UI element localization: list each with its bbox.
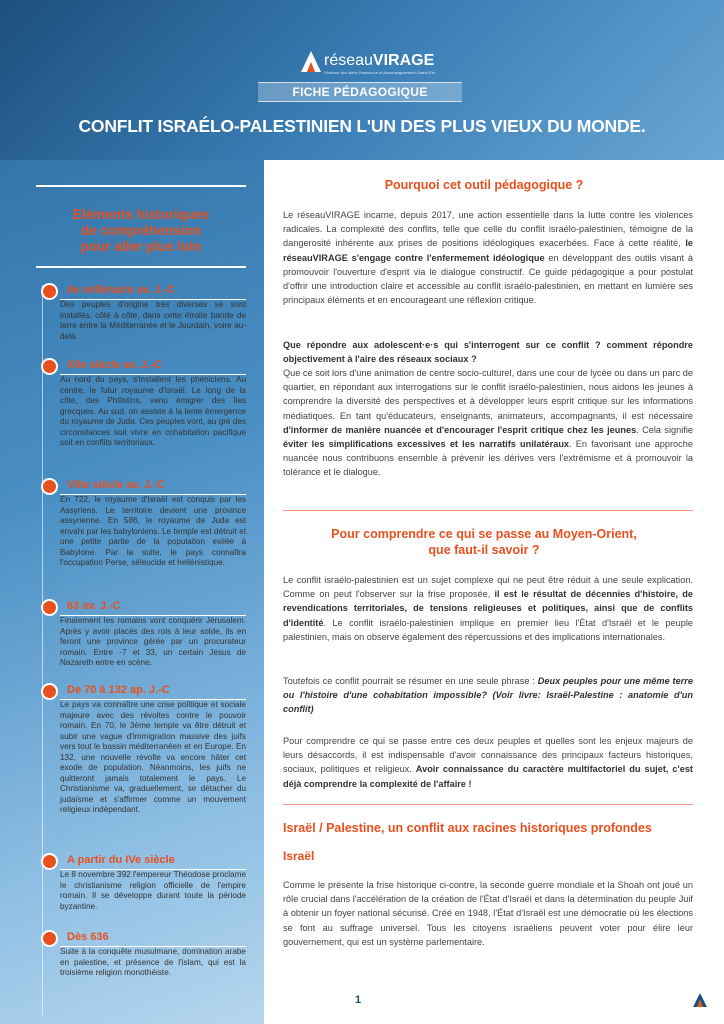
timeline-date: De 70 à 132 ap. J.-C [67,684,170,696]
timeline-text: En 722, le royaume d'Israël est conquis par les Assyriens. Le territoire devient une province assyrienne. En 586, le royaume de Juda est envahi par les babyloniens. Le temple est détruit et une petite partie de la population exilée à Babylone. Par la suite, le pays connaîtra l'occupation Perse, séleucide et hellénistique. [60,495,246,567]
timeline-sidebar [36,185,248,1024]
paragraph: Comme le présente la frise historique ci-contre, la seconde guerre mondiale et la Shoah ont joué un rôle crucial dans l'accélération de la création de l'État d'Israël et dans la détermination du peuple Juif à obtenir un foyer national sécurisé. Créé en 1948, l'État d'Israël est une démocratie où les élections se font au suffrage universel. Tous les citoyens israéliens peuvent voter pour élire leur gouvernement, qui est un système parlementaire. [283,880,693,947]
paragraph: Toutefois ce conflit pourrait se résumer en une seule phrase : Deux peuples pour une même terre ou l'histoire d'une cohabitation impossible? (Voir livre: Israël-Palestine : anatomie d'un conflit) [283,676,693,715]
page-number: 1 [355,994,362,1006]
paragraph: Que ce soit lors d'une animation de centre socio-culturel, dans une cour de lycée ou dans un parc de quartier, en répondant aux interrogations sur le conflit israélo-palestinien, nous aidons les jeunes à comprendre la diversité des perspectives et à développer leurs esprit critique sur les informations médiatiques. En tant qu'éducateurs, enseignants, animateurs, accompagnants, il est nécessaire d'informer de manière nuancée et d'encourager l'esprit critique chez les jeunes. Cela signifie éviter les simplifications excessives et les narratifs unilatéraux. En favorisant une approche nuancée nous contribuons ensemble à prévenir les dérives vers l'extrémisme et à promouvoir la tolérance et le dialogue. [283,368,693,478]
section-title: Pour comprendre ce qui se passe au Moyen-Orient, que faut-il savoir ? [331,527,637,557]
logo-text: réseauVIRAGE [324,52,435,69]
timeline-date: VIIIe siècle av. J.-C [67,479,165,491]
virage-logo-icon [692,992,708,1008]
timeline-dot [41,478,58,495]
divider [283,510,693,511]
section-title: Pourquoi cet outil pédagogique ? [384,178,584,192]
paragraph: Le réseauVIRAGE incarne, depuis 2017, une action essentielle dans la lutte contre les violences radicales. La complexité des conflits, telle que celle du conflit israélo-palestinien, témoigne de la dangerosité inhérente aux prises de positions idéologiques exacerbées. Face à cette réalité, le réseauVIRAGE s'engage contre l'enfermement idéologique en développant des outils visant à promouvoir l'ouverture d'esprit via le dialogue constructif. Ce guide pédagogique a pour postulat d'offrir une introduction claire et accessible au conflit israélo-palestinien, en mettant en lumière ses principaux éléments et en encourageant une réflexion critique. [283,210,693,306]
fiche-band [258,82,462,102]
timeline-date: Dès 636 [67,931,109,943]
section-title: Israël / Palestine, un conflit aux racines historiques profondes [283,821,652,835]
timeline-dot [41,853,58,870]
header-banner [0,0,724,160]
timeline-line [42,285,43,1015]
page-title: CONFLIT ISRAÉLO-PALESTINIEN L'UN DES PLUS VIEUX DU MONDE. [78,116,646,136]
timeline-text: Au nord du pays, s'installent les phéniciens. Au centre, le futur royaume d'Israël. Le long de la côte, des Philistins, venu émigrer des îles grecques. Au sud, on assiste à la lente émergence du royaume de Juda. Ces peuples vont, au gré des circonstances soit vivre en cohabitation pacifique soit en conflits territoriaux. [60,375,246,447]
timeline-date: 63 av. J.-C [67,600,121,612]
timeline-date: XIIe siècle av. J.-C [67,359,162,371]
paragraph: Pour comprendre ce qui se passe entre ces deux peuples et quelles sont les enjeux majeurs de leurs désaccords, il est indispensable d'avoir connaissance des principaux facteurs historiques, sociaux, politiques et religieux. Avoir connaissance du caractère multifactoriel du sujet, c'est déjà comprendre la complexité de l'affaire ! [283,736,693,789]
timeline-date: IIe millénaire av. J.-C [67,284,176,296]
question-heading: Que répondre aux adolescent·e·s qui s'interrogent sur ce conflit ? comment répondre objectivement à l'aire des réseaux sociaux ? [283,340,693,365]
subsection-title: Israël [283,849,315,863]
timeline-dot [41,599,58,616]
timeline-text: Le pays va connaître une crise politique et sociale majeure avec des révoltes contre le pouvoir romain. En 70, le 3ème temple va être détruit et subir une vague d'immigration massive des juifs vers tout le bassin méditerranéen et en Europe. En 132, une nouvelle révolte va encore hâter cet exode de population. Néanmoins, les juifs ne quitteront jamais totalement le pays. Le Christianisme va, graduellement, se détacher du judaïsme et s'affirmer comme un mouvement religieux indépendant. [60,700,246,814]
timeline-text: Finalement les romains vont conquérir Jérusalem. Après y avoir placés des rois à leur solde, ils en feront une province gérée par un procurateur romain. Entre -7 et 33, un certain Jésus de Nazareth entre en scène. [60,616,246,667]
timeline-dot [41,683,58,700]
timeline-text: Des peuples d'origine très diverses se sont installés, côté à côte, dans cette étroite bande de terre entre la Méditerranée et le Jourdain, voire au-delà. [60,300,246,341]
divider [36,266,246,268]
paragraph: Le conflit israélo-palestinien est un sujet complexe qui ne peut être réduit à une seule explication. Comme on peut l'observer sur la frise proposée, il est le résultat de décennies d'histoire, de revendications territoriales, de tensions religieuses et politiques, ainsi que de conflits d'identité. Le conflit israélo-palestinien implique en premier lieu l'État d'Israël et le peuple palestinien, mais on observe également des répercussions et des implications internationales. [283,575,693,642]
timeline-dot [41,358,58,375]
divider [36,185,246,187]
timeline-date: A partir du IVe siècle [67,854,175,866]
main-content [264,160,724,1024]
timeline-dot [41,930,58,947]
logo [300,50,460,80]
fiche-label: FICHE PÉDAGOGIQUE [292,85,428,99]
sidebar-title: Eléments historiques de compréhension pour aller plus loin [72,207,210,254]
timeline-dot [41,283,58,300]
timeline-text: Le 8 novembre 392 l'empereur Théodose proclame le christianisme religion officielle de l'empire romain. Il se développe durant toute la période byzantine. [60,870,246,911]
timeline-text: Suite à la conquête musulmane, domination arabe en palestine, et présence de l'islam, qui est la troisième religion monothéiste. [60,947,246,977]
virage-logo-icon [300,50,322,74]
divider [283,804,693,805]
logo-subtitle: Violence des Idées Ressource et Accompagnement Grand-Est [324,70,435,75]
